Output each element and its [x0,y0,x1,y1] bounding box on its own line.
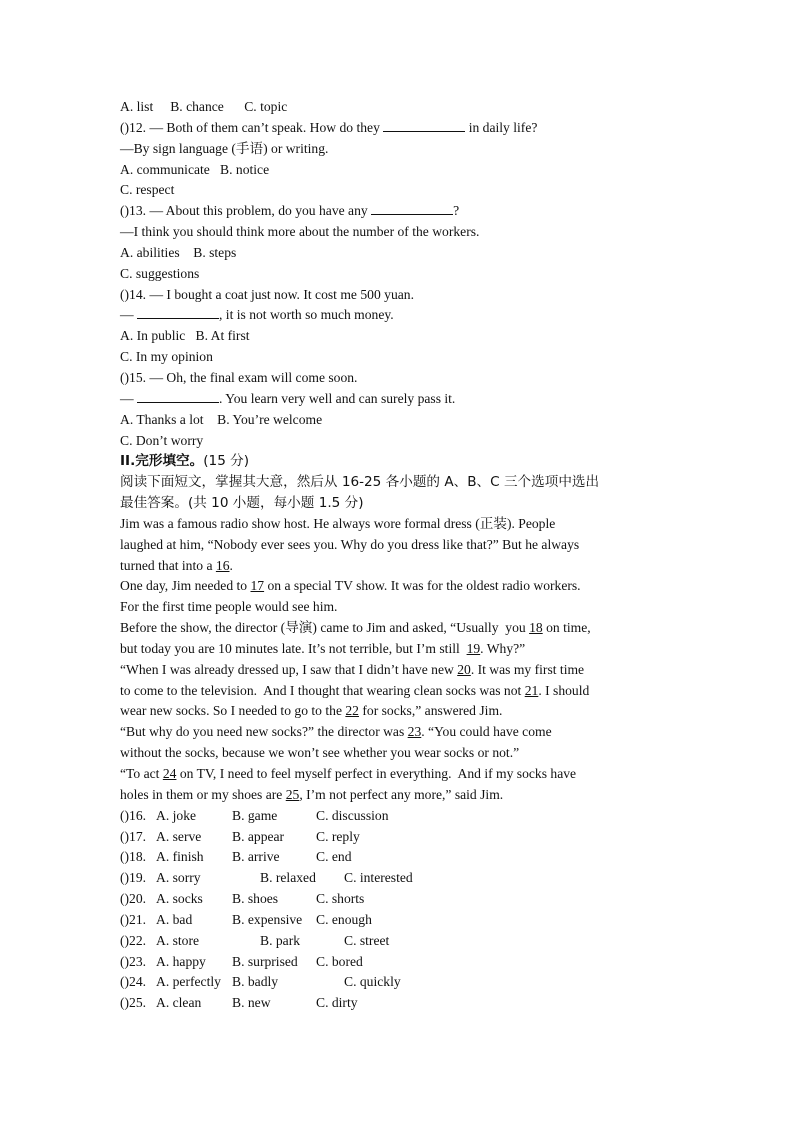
passage-text: . It was my first time [470,661,585,677]
cloze-option-row [120,827,690,848]
passage-text: . “You could have come [421,724,552,740]
option-a: A. joke [156,807,197,823]
question-number: ()17. [120,828,147,844]
option-c: C. interested [344,870,413,886]
passage-text: , I’m not perfect any more,” said Jim. [299,786,504,802]
passage-line-6 [120,618,690,639]
passage-line-4 [120,576,690,597]
cloze-option-row [120,847,690,868]
q14-answer-end: , it is not worth so much money. [219,307,394,323]
passage-line-12: without the socks, because we won’t see whether you wear socks or not.” [120,745,520,761]
option-b: B. appear [232,828,285,844]
blank-20: 20 [457,661,471,677]
q12-stem: ()12. — Both of them can’t speak. How do they [120,119,380,135]
q11-options: A. list B. chance C. topic [120,99,288,114]
q13-stem-end: ? [453,203,460,219]
option-c: C. enough [316,911,372,927]
option-a: A. bad [156,911,193,927]
option-a: A. socks [156,891,203,907]
passage-text: but today you are 10 minutes late. It’s not terrible, but I’m still [120,640,467,656]
question-number: ()25. [120,995,147,1011]
option-b: B. expensive [232,911,303,927]
passage-text: on a special TV show. It was for the oldest radio workers. [264,578,581,594]
option-c: C. street [344,932,390,948]
passage-line-3 [120,556,690,577]
blank-17: 17 [250,578,265,594]
section2-instruction-1: 阅读下面短文，掌握其大意，然后从 16-25 各小题的 A、B、C 三个选项中选出 [120,474,600,491]
document-content [120,97,690,1014]
passage-line-11 [120,722,690,743]
passage-text: . [229,557,233,573]
passage-text: for socks,” answered Jim. [358,703,503,719]
question-number: ()20. [120,891,147,907]
question-number: ()16. [120,807,147,823]
option-c: C. quickly [344,974,401,990]
blank-23: 23 [407,724,422,740]
q12-answer-line: —By sign language (手语) or writing. [120,140,329,156]
question-number: ()21. [120,911,147,927]
q12-stem-end: in daily life? [468,119,538,135]
blank-24: 24 [162,766,177,781]
question-number: ()23. [120,953,147,969]
blank-22: 22 [345,703,359,719]
option-b: B. arrive [232,849,280,865]
option-c: C. shorts [316,891,365,907]
q15-answer-line [120,389,690,410]
q12-question [120,118,690,139]
question-number: ()24. [120,974,147,990]
passage-line-5: For the first time people would see him. [120,599,338,615]
cloze-option-row [120,889,690,910]
option-b: B. park [260,932,301,948]
section2-title: II.完形填空。 [120,453,204,470]
option-c: C. reply [316,828,360,844]
cloze-option-row [120,952,690,973]
q12-option-c: C. respect [120,182,175,198]
passage-text: “To act [120,766,163,781]
passage-text: wear new socks. So I needed to go to the [120,703,346,719]
cloze-option-row [120,972,690,993]
passage-text: holes in them or my shoes are [120,786,286,802]
question-number: ()22. [120,932,147,948]
q15-blank [137,389,219,403]
passage-line-13 [120,764,690,785]
option-b: B. badly [232,974,279,990]
option-a: A. store [156,932,200,948]
q12-blank [383,118,465,132]
passage-text: . I should [538,682,590,698]
q13-answer-line: —I think you should think more about the number of the workers. [120,224,480,240]
cloze-option-row [120,806,690,827]
passage-line-14 [120,785,690,806]
section2-heading [120,451,690,472]
passage-text: on TV, I need to feel myself perfect in everything. And if my socks have [176,766,577,781]
q14-options-ab: A. In public B. At first [120,328,250,344]
q12-options-ab: A. communicate B. notice [120,161,270,177]
option-b: B. new [232,995,271,1011]
q14-dash: — [120,307,134,323]
passage-text: One day, Jim needed to [120,578,251,594]
q15-options-ab: A. Thanks a lot B. You’re welcome [120,411,323,427]
cloze-option-row [120,993,690,1014]
q13-question [120,201,690,222]
q15-option-c: C. Don’t worry [120,432,204,448]
cloze-option-row [120,931,690,952]
passage-line-8 [120,660,690,681]
q13-option-c: C. suggestions [120,265,200,281]
cloze-options-list [120,806,690,1014]
q15-dash: — [120,390,134,406]
passage-text: Before the show, the director (导演) came to Jim and asked, “Usually you [120,620,530,636]
blank-25: 25 [285,786,300,802]
option-c: C. discussion [316,807,389,823]
q14-question: ()14. — I bought a coat just now. It cost me 500 yuan. [120,286,414,302]
option-b: B. relaxed [260,870,316,886]
cloze-option-row [120,910,690,931]
q14-blank [137,305,219,319]
option-c: C. dirty [316,995,358,1011]
passage-line-10 [120,701,690,722]
q15-answer-end: . You learn very well and can surely pass it. [219,390,456,406]
section2-instruction-2: 最佳答案。(共 10 小题，每小题 1.5 分) [120,495,364,512]
blank-21: 21 [524,682,539,698]
option-b: B. shoes [232,891,279,907]
option-a: A. happy [156,953,206,969]
option-c: C. end [316,849,352,865]
section2-score: (15 分) [203,453,250,470]
q14-answer-line [120,305,690,326]
passage-line-1: Jim was a famous radio show host. He always wore formal dress (正装). People [120,515,556,531]
q13-blank [371,201,453,215]
passage-text: . Why?” [480,640,526,656]
q14-option-c: C. In my opinion [120,349,213,365]
blank-19: 19 [466,640,481,656]
passage-line-7 [120,639,690,660]
option-c: C. bored [316,953,363,969]
passage-line-2: laughed at him, “Nobody ever sees you. Why do you dress like that?” But he always [120,536,580,552]
option-a: A. serve [156,828,202,844]
question-number: ()19. [120,870,147,886]
option-a: A. clean [156,995,202,1011]
q13-stem: ()13. — About this problem, do you have any [120,203,368,219]
passage-text: turned that into a [120,557,216,573]
q13-options-ab: A. abilities B. steps [120,244,237,260]
cloze-option-row [120,868,690,889]
passage-line-9 [120,681,690,702]
passage-text: “When I was already dressed up, I saw that I didn’t have new [120,661,458,677]
option-a: A. finish [156,849,204,865]
passage-text: to come to the television. And I thought that wearing clean socks was not [120,682,525,698]
passage-text: “But why do you need new socks?” the director was [120,724,408,740]
passage-text: on time, [542,620,591,636]
blank-16: 16 [215,557,230,573]
option-b: B. surprised [232,953,298,969]
question-number: ()18. [120,849,147,865]
option-b: B. game [232,807,278,823]
blank-18: 18 [529,620,543,636]
q15-question: ()15. — Oh, the final exam will come soon. [120,369,358,385]
option-a: A. sorry [156,870,201,886]
option-a: A. perfectly [156,974,221,990]
